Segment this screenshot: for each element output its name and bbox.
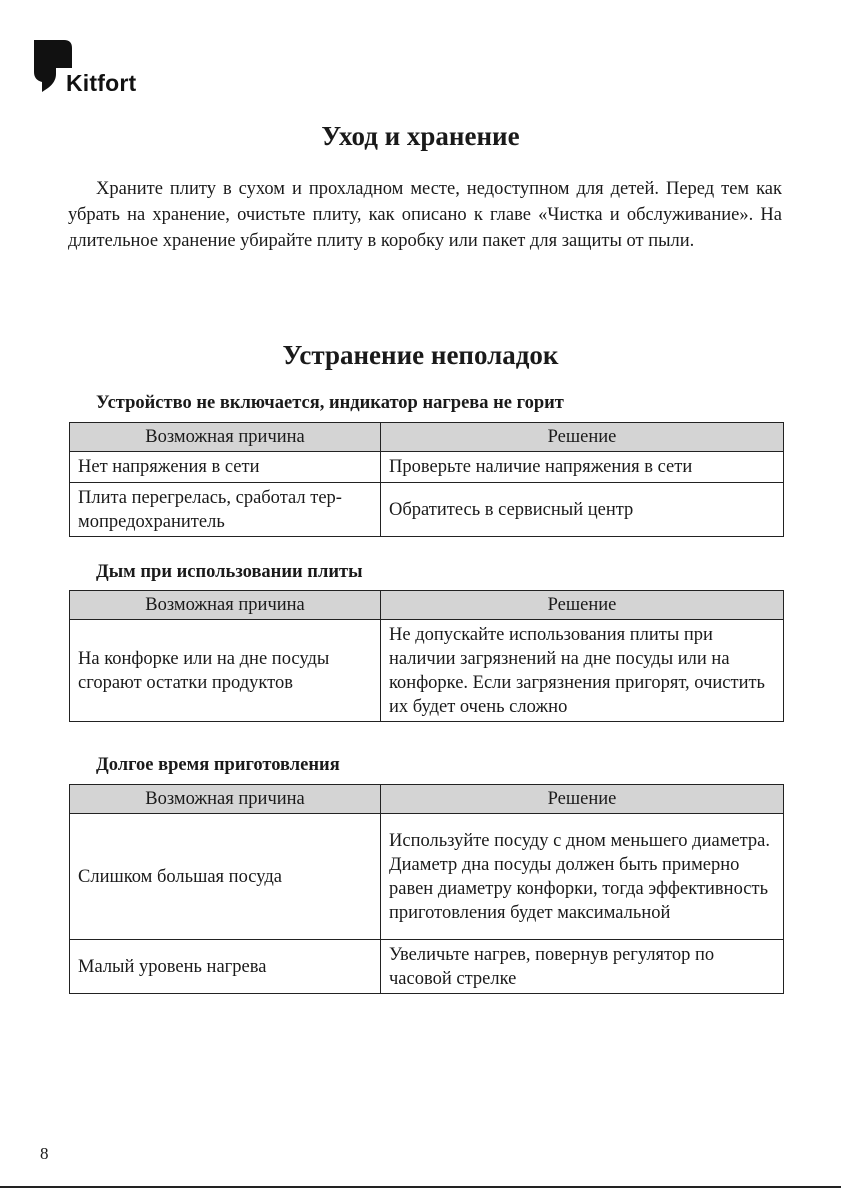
column-header-solution: Решение — [381, 785, 784, 814]
table-row — [70, 483, 784, 537]
cause-cell: Плита перегрелась, сработал термопредохранитель — [70, 483, 381, 537]
section-title-troubleshooting: Устранение неполадок — [282, 340, 559, 370]
cause-cell: Слишком большая посуда — [70, 814, 381, 940]
solution-cell: Обратитесь в сервисный центр — [381, 483, 784, 537]
column-header-cause: Возможная причина — [70, 785, 381, 814]
solution-cell: Не допускайте использования плиты при наличии загрязнений на дне посуды или на конфорке. Если загрязнения пригорят, очистить их будет очень сложно — [381, 620, 784, 722]
column-header-solution: Решение — [381, 423, 784, 452]
table-row — [70, 452, 784, 483]
solution-cell: Увеличьте нагрев, повернув регулятор по часовой стрелке — [381, 940, 784, 994]
column-header-cause: Возможная причина — [70, 423, 381, 452]
care-paragraph: Храните плиту в сухом и прохладном месте, недоступном для детей. Перед тем как убрать на хранение, очистьте плиту, как описано к главе «Чистка и обслуживание». На длительное хранение убирайте плиту в коробку или пакет для защиты от пыли. — [68, 179, 782, 251]
solution-cell: Используйте посуду с дном меньшего диаметра. Диаметр дна посуды должен быть примерно равен диаметру конфорки, тогда эффективность приготовления будет максимальной — [381, 814, 784, 940]
troubleshooting-table — [69, 590, 784, 722]
table-header-row — [70, 423, 784, 452]
table-row — [70, 620, 784, 722]
table-header-row — [70, 591, 784, 620]
table-row — [70, 814, 784, 940]
troubleshooting-table — [69, 784, 784, 994]
column-header-solution: Решение — [381, 591, 784, 620]
cause-cell: На конфорке или на дне посуды сгорают остатки продуктов — [70, 620, 381, 722]
table-header-row — [70, 785, 784, 814]
problem-heading: Долгое время приготовления — [96, 755, 340, 775]
troubleshooting-table — [69, 422, 784, 537]
brand-name: Kitfort — [66, 70, 137, 96]
column-header-cause: Возможная причина — [70, 591, 381, 620]
problem-heading: Дым при использовании плиты — [96, 562, 363, 582]
page-number: 8 — [40, 1144, 49, 1163]
problem-heading: Устройство не включается, индикатор нагрева не горит — [96, 393, 564, 413]
section-title-care: Уход и хранение — [321, 121, 520, 151]
brand-logo — [34, 40, 154, 96]
table-row — [70, 940, 784, 994]
cause-cell: Малый уровень нагрева — [70, 940, 381, 994]
solution-cell: Проверьте наличие напряжения в сети — [381, 452, 784, 483]
cause-cell: Нет напряжения в сети — [70, 452, 381, 483]
